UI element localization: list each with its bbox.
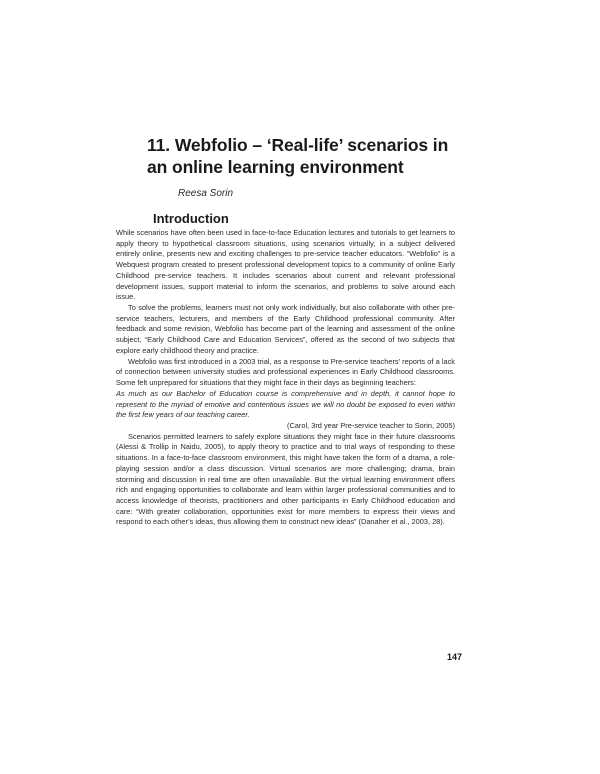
paragraph: Scenarios permitted learners to safely explore situations they might face in their future classrooms (Alessi & Trollip in Naidu, 2005), to apply theory to practice and to trial ways of responding to these situations. In a face-to-face classroom environment, this might have taken the form of a drama, a role-playing session and/or a class discussion. Virtual scenarios are more challenging; drama, brain storming and discussion in real time are often unavailable. But the virtual learning environment offers rich and engaging opportunities to collaborate and learn within larger professional communities and to access knowledge of theorists, practitioners and other participants in Early Childhood education and care: “With greater collaboration, opportunities exist for more members to express their views and respond to each other’s ideas, thus allowing them to construct new ideas” (Danaher et al., 2003, 28). [116, 431, 455, 527]
chapter-title: 11. Webfolio – ‘Real-life’ scenarios in an online learning environment [147, 135, 449, 177]
quote-citation: (Carol, 3rd year Pre-service teacher to Sorin, 2005) [286, 420, 455, 430]
block-quote: As much as our Bachelor of Education course is comprehensive and in depth, it cannot hope to represent to the myriad of emotive and contentious issues we will no doubt be exposed to even within the first few years of our teaching career. [116, 388, 455, 420]
section-heading: Introduction [153, 211, 229, 226]
body-text [116, 228, 455, 528]
paragraph: Webfolio was first introduced in a 2003 trial, as a response to Pre-service teachers’ reports of a lack of connection between university studies and professional experiences in Early Childhood classrooms. Some felt unprepared for situations that they might face in their days as beginning teachers: [116, 356, 455, 388]
paragraph: While scenarios have often been used in face-to-face Education lectures and tutorials to get learners to apply theory to hypothetical classroom situations, using scenarios virtually, in a subject delivered entirely online, presents new and exciting challenges to pre-service teacher educators. “Webfolio” is a Webquest program created to present professional development topics to a community of online Early Childhood pre-service teachers. It includes scenarios about current and relevant professional development issues, support material to inform the scenarios, and problems to solve around each issue. [116, 228, 455, 302]
page-number: 147 [447, 652, 463, 662]
paragraph: To solve the problems, learners must not only work individually, but also collaborate with other pre-service teachers, lecturers, and members of the Early Childhood professional community. After feedback and some revision, Webfolio has become part of the learning and assessment of the online subject, “Early Childhood Care and Education Services”, offered as the second of two subjects that explore early childhood theory and practice. [116, 303, 455, 355]
author-name: Reesa Sorin [178, 188, 234, 199]
